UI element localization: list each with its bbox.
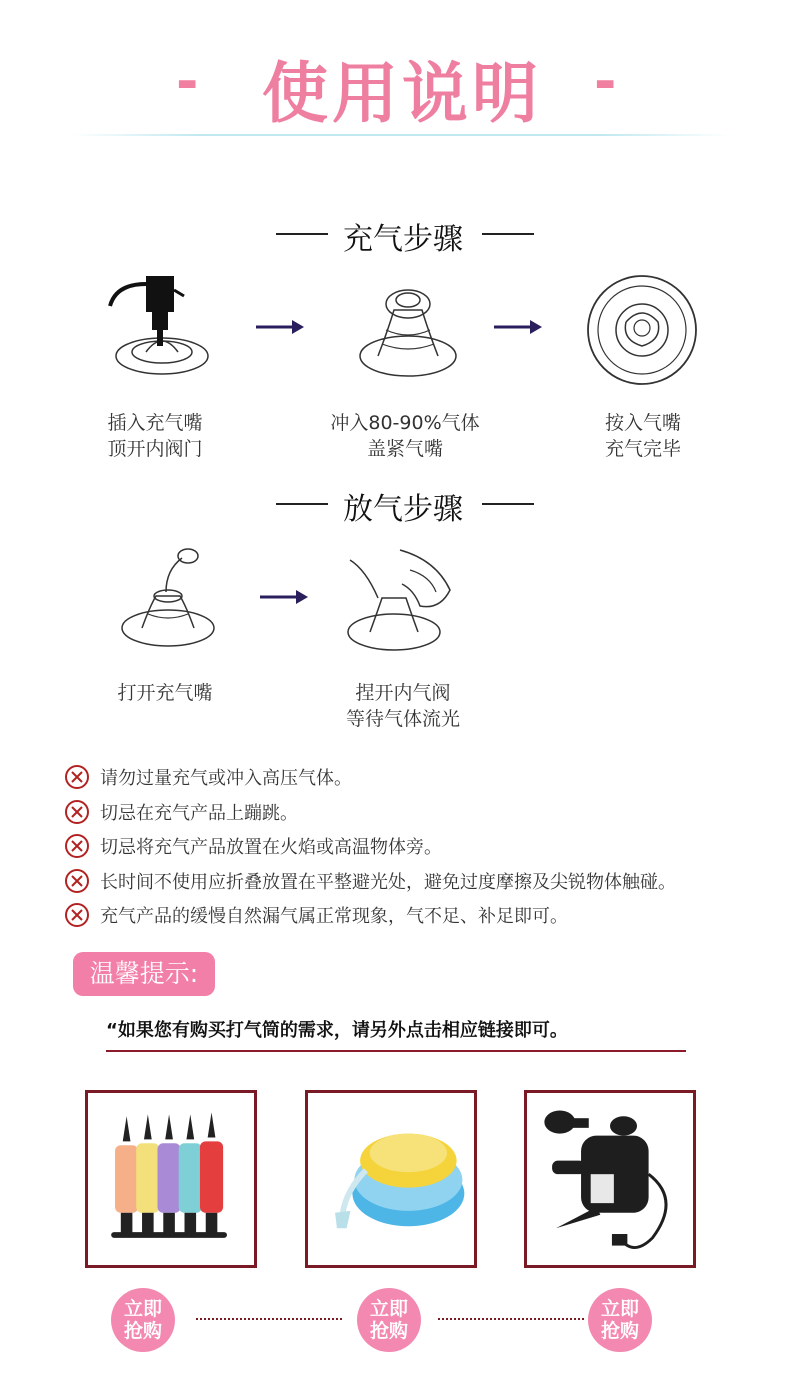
page-title-block bbox=[0, 40, 794, 132]
heading-line-left bbox=[276, 233, 328, 235]
product-hand-pump[interactable] bbox=[85, 1090, 257, 1268]
deflate-heading bbox=[0, 484, 794, 527]
inflate-step-1-caption bbox=[70, 410, 240, 462]
buy-label-line1: 立即 bbox=[369, 1298, 408, 1320]
buy-label-line2: 抢购 bbox=[123, 1320, 162, 1342]
inflate-step-3-caption bbox=[558, 410, 728, 462]
product-electric-pump[interactable] bbox=[524, 1090, 696, 1268]
buy-now-button[interactable] bbox=[588, 1288, 652, 1352]
warning-text: 切忌在充气产品上蹦跳。 bbox=[100, 802, 298, 824]
caption-line: 按入气嘴 bbox=[604, 412, 681, 434]
electric-pump-icon bbox=[527, 1093, 693, 1265]
caption-line: 充气完毕 bbox=[604, 438, 681, 460]
caption-line: 冲入80-90%气体 bbox=[330, 412, 480, 434]
arrow-right-icon bbox=[260, 587, 310, 607]
buy-label-line1: 立即 bbox=[600, 1298, 639, 1320]
buy-now-button[interactable] bbox=[357, 1288, 421, 1352]
buy-label-line2: 抢购 bbox=[369, 1320, 408, 1342]
warning-item bbox=[64, 864, 764, 899]
warning-text: 切忌将充气产品放置在火焰或高温物体旁。 bbox=[100, 837, 442, 859]
arrow-right-icon bbox=[256, 317, 306, 337]
deflate-step-2-caption bbox=[318, 680, 488, 732]
warning-item bbox=[64, 795, 764, 830]
dotted-connector bbox=[196, 1318, 342, 1320]
caption-line: 等待气体流光 bbox=[345, 708, 460, 730]
title-dash-right: - bbox=[594, 50, 617, 113]
prohibited-icon bbox=[64, 902, 90, 928]
deflate-heading-text: 放气步骤 bbox=[343, 492, 463, 527]
valve-open-icon bbox=[108, 540, 228, 660]
warning-text: 请勿过量充气或冲入高压气体。 bbox=[100, 768, 352, 790]
warning-text: 充气产品的缓慢自然漏气属正常现象，气不足、补足即可。 bbox=[100, 906, 568, 928]
valve-insert-icon bbox=[102, 270, 222, 390]
notice-underline bbox=[106, 1050, 686, 1052]
buy-now-button[interactable] bbox=[111, 1288, 175, 1352]
warning-text: 长时间不使用应折叠放置在平整避光处，避免过度摩擦及尖锐物体触碰。 bbox=[100, 871, 676, 893]
buy-label-line1: 立即 bbox=[123, 1298, 162, 1320]
caption-line: 盖紧气嘴 bbox=[366, 438, 443, 460]
valve-closed-icon bbox=[582, 270, 702, 390]
heading-line-right bbox=[482, 503, 534, 505]
foot-pump-icon bbox=[308, 1093, 474, 1265]
caption-line: 顶开内阀门 bbox=[107, 438, 203, 460]
warning-item bbox=[64, 760, 764, 795]
title-divider bbox=[70, 134, 730, 136]
title-dash-left: - bbox=[176, 50, 199, 113]
inflate-heading-text: 充气步骤 bbox=[343, 222, 463, 257]
product-foot-pump[interactable] bbox=[305, 1090, 477, 1268]
hand-pump-icon bbox=[88, 1093, 254, 1265]
inflate-heading bbox=[0, 214, 794, 257]
valve-cap-icon bbox=[348, 270, 468, 390]
heading-line-left bbox=[276, 503, 328, 505]
caption-line: 插入充气嘴 bbox=[107, 412, 203, 434]
arrow-right-icon bbox=[494, 317, 544, 337]
caption-line: 打开充气嘴 bbox=[117, 682, 213, 704]
warning-item bbox=[64, 829, 764, 864]
tip-badge: 温馨提示: bbox=[73, 952, 215, 996]
caption-line: 捏开内气阀 bbox=[355, 682, 451, 704]
deflate-step-1-caption bbox=[80, 680, 250, 706]
valve-squeeze-icon bbox=[340, 540, 460, 660]
prohibited-icon bbox=[64, 868, 90, 894]
warning-item bbox=[64, 898, 764, 933]
prohibited-icon bbox=[64, 764, 90, 790]
inflate-step-2-caption bbox=[310, 410, 500, 462]
pump-notice-text: “如果您有购买打气筒的需求，请另外点击相应链接即可。 bbox=[106, 1020, 568, 1041]
prohibited-icon bbox=[64, 799, 90, 825]
prohibited-icon bbox=[64, 833, 90, 859]
page-title: 使用说明 bbox=[262, 55, 542, 132]
buy-label-line2: 抢购 bbox=[600, 1320, 639, 1342]
warning-list bbox=[64, 760, 764, 933]
heading-line-right bbox=[482, 233, 534, 235]
dotted-connector bbox=[438, 1318, 584, 1320]
